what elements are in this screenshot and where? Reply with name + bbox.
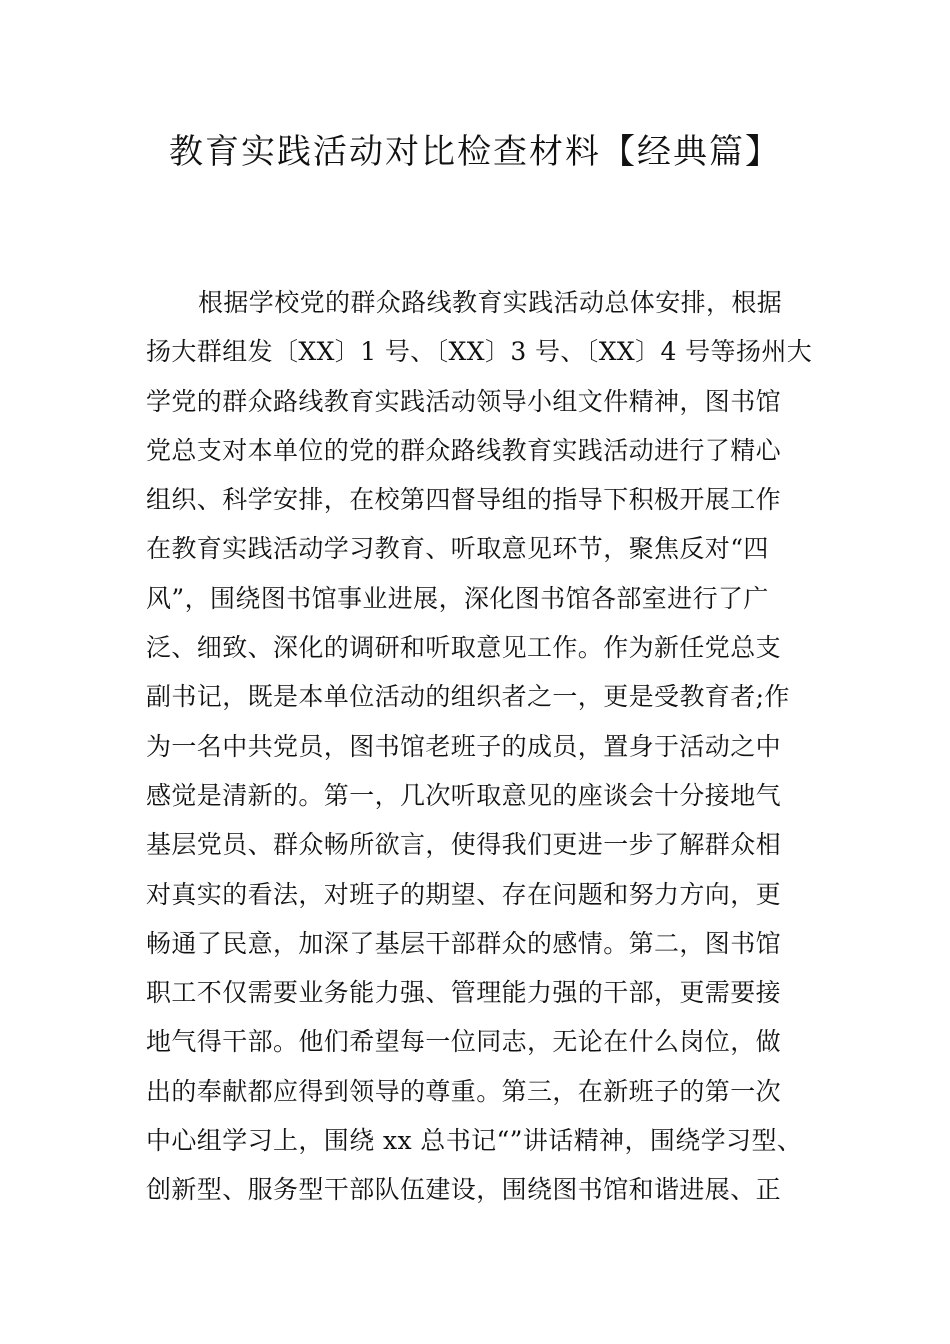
body-line: 中心组学习上，围绕 xx 总书记“”讲话精神，围绕学习型、 — [146, 1126, 803, 1156]
body-line: 副书记，既是本单位活动的组织者之一，更是受教育者;作 — [146, 682, 790, 712]
body-line: 根据学校党的群众路线教育实践活动总体安排，根据 — [198, 288, 783, 317]
document-title: 教育实践活动对比检查材料【经典篇】 — [169, 132, 781, 172]
body-line: 地气得干部。他们希望每一位同志，无论在什么岗位，做 — [146, 1027, 782, 1057]
body-line: 学党的群众路线教育实践活动领导小组文件精神，图书馆 — [146, 386, 782, 416]
document-body — [146, 278, 846, 1215]
body-line: 泛、细致、深化的调研和听取意见工作。作为新任党总支 — [146, 633, 782, 663]
body-line: 职工不仅需要业务能力强、管理能力强的干部，更需要接 — [146, 978, 782, 1008]
body-line: 感觉是清新的。第一，几次听取意见的座谈会十分接地气 — [146, 780, 782, 810]
body-line: 为一名中共党员，图书馆老班子的成员，置身于活动之中 — [146, 731, 782, 761]
body-line: 对真实的看法，对班子的期望、存在问题和努力方向，更 — [146, 879, 782, 909]
body-line: 畅通了民意，加深了基层干部群众的感情。第二，图书馆 — [146, 928, 782, 958]
body-line: 创新型、服务型干部队伍建设，围绕图书馆和谐进展、正 — [146, 1175, 782, 1205]
body-line: 扬大群组发〔XX〕1 号、〔XX〕3 号、〔XX〕4 号等扬州大 — [146, 337, 813, 367]
body-line: 出的奉献都应得到领导的尊重。第三，在新班子的第一次 — [146, 1076, 782, 1106]
body-line: 党总支对本单位的党的群众路线教育实践活动进行了精心 — [146, 435, 782, 465]
body-line: 组织、科学安排，在校第四督导组的指导下积极开展工作 — [146, 485, 782, 515]
body-line: 风”，围绕图书馆事业进展，深化图书馆各部室进行了广 — [146, 583, 769, 613]
body-line: 基层党员、群众畅所欲言，使得我们更进一步了解群众相 — [146, 830, 782, 860]
body-line: 在教育实践活动学习教育、听取意见环节，聚焦反对“四 — [146, 534, 769, 564]
